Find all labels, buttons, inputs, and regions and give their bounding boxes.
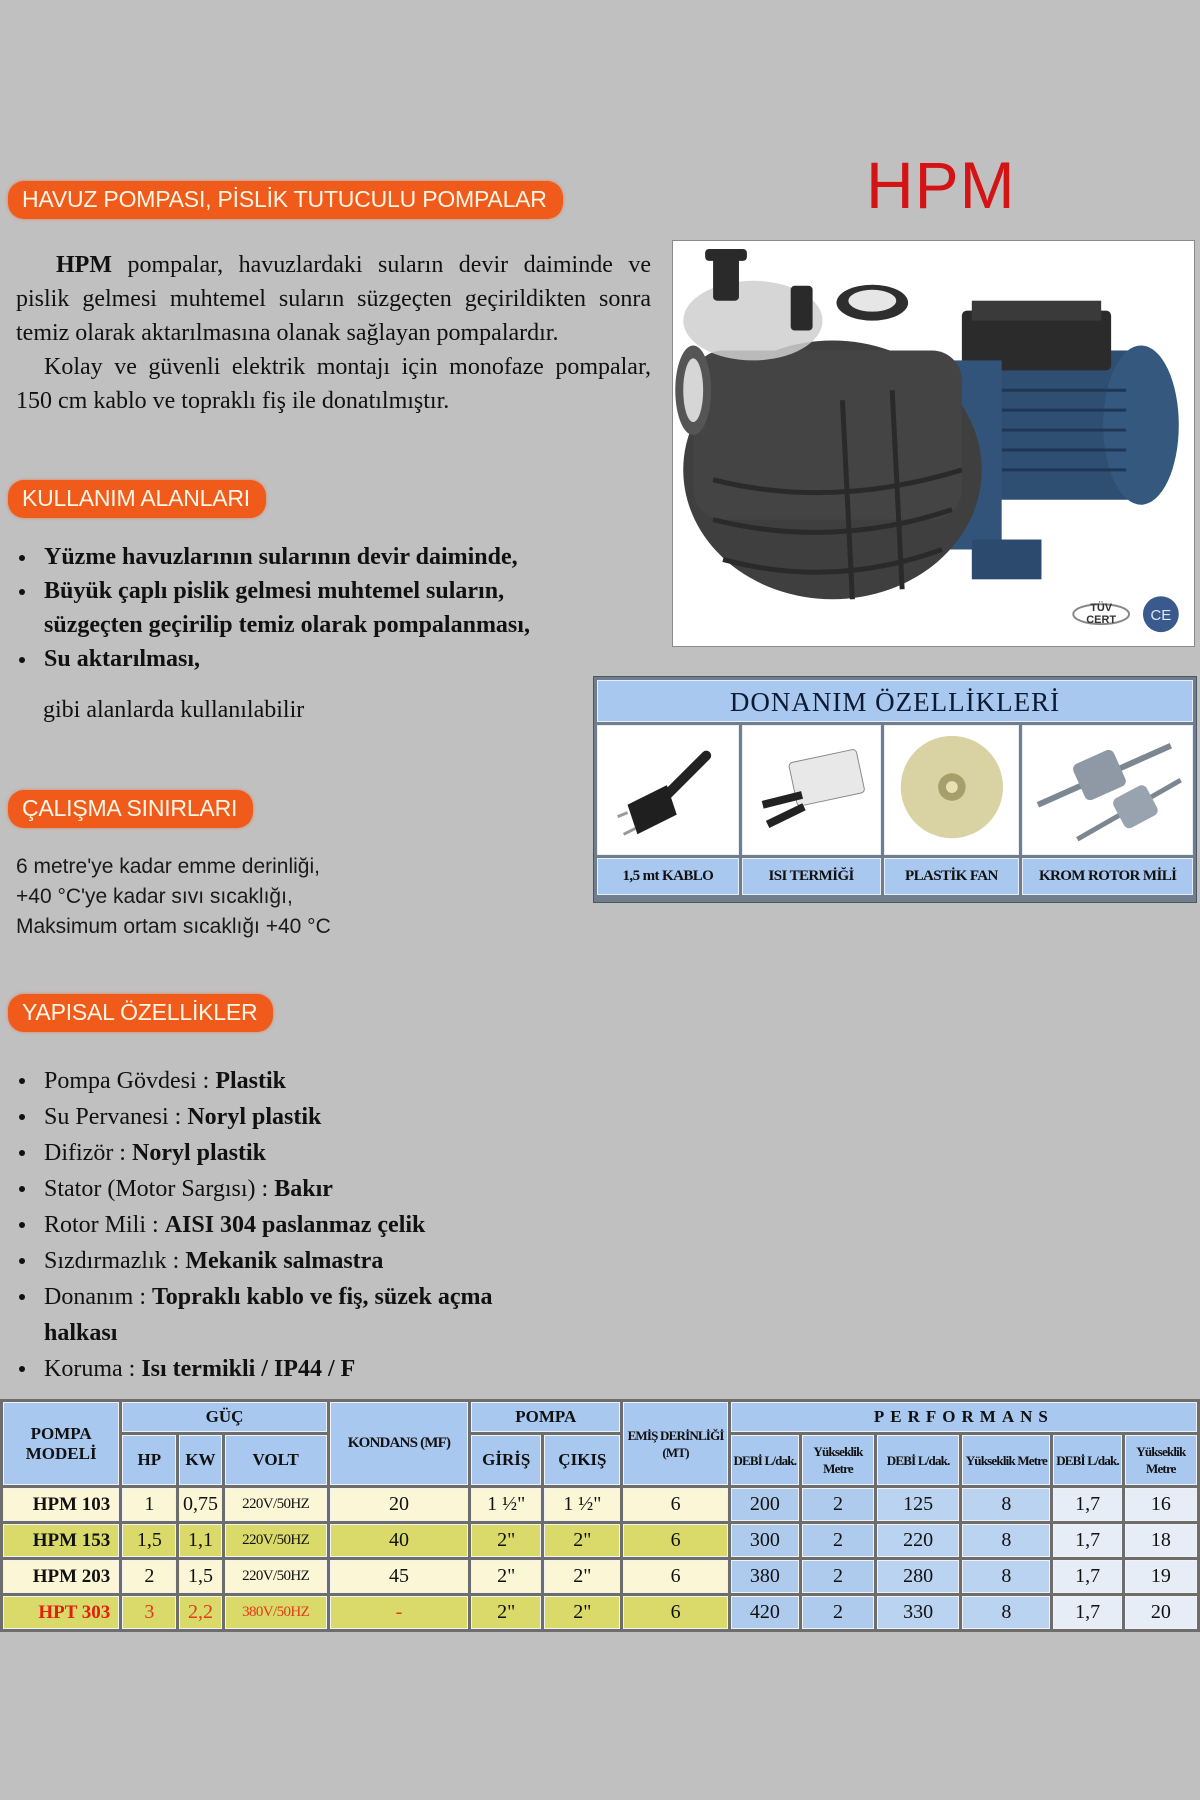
cell-flow-2: 220 [877, 1524, 959, 1557]
cell-kw: 0,75 [179, 1488, 221, 1521]
spec-value: Noryl plastik [131, 1140, 266, 1166]
pool-pump-image [673, 241, 1194, 646]
cell-flow-1: 300 [731, 1524, 799, 1557]
power-plug-icon [597, 725, 739, 855]
spec-value: Mekanik salmastra [185, 1248, 384, 1274]
spec-value: AISI 304 paslanmaz çelik [164, 1212, 426, 1238]
limits-text [16, 852, 331, 942]
header-suction: EMİŞ DERİNLİĞİ (MT) [623, 1402, 727, 1485]
spec-label: Donanım : [44, 1284, 152, 1310]
header-head-2: Yükseklik Metre [962, 1435, 1050, 1485]
cell-head-3: 20 [1125, 1596, 1197, 1629]
equipment-label: KROM ROTOR MİLİ [1022, 858, 1193, 895]
usage-item: Su aktarılması, [16, 642, 616, 676]
spec-value: Isı termikli / IP44 / F [141, 1356, 356, 1382]
cell-kw: 1,5 [179, 1560, 221, 1593]
cell-head-1: 2 [802, 1560, 874, 1593]
svg-text:CE: CE [1150, 607, 1172, 625]
equipment-title: DONANIM ÖZELLİKLERİ [597, 680, 1193, 722]
cell-flow-2: 330 [877, 1596, 959, 1629]
header-model: POMPA MODELİ [3, 1402, 119, 1485]
cell-head-2: 8 [962, 1560, 1050, 1593]
section-heading-main: HAVUZ POMPASI, PİSLİK TUTUCULU POMPALAR [8, 181, 563, 219]
spec-label: Rotor Mili : [44, 1212, 165, 1238]
spec-label: Sızdırmazlık : [44, 1248, 186, 1274]
spec-item [16, 1207, 516, 1243]
cell-inlet: 2" [471, 1524, 541, 1557]
cell-suction: 6 [623, 1524, 727, 1557]
cell-model: HPM 103 [3, 1488, 119, 1521]
spec-value: Plastik [215, 1068, 287, 1094]
equipment-item [884, 725, 1020, 895]
cell-head-3: 19 [1125, 1560, 1197, 1593]
spec-item [16, 1243, 516, 1279]
cell-head-1: 2 [802, 1596, 874, 1629]
table-row [3, 1560, 1197, 1593]
cell-outlet: 2" [544, 1596, 620, 1629]
cell-flow-2: 280 [877, 1560, 959, 1593]
table-row [3, 1596, 1197, 1629]
equipment-item [742, 725, 881, 895]
cell-suction: 6 [623, 1596, 727, 1629]
cell-suction: 6 [623, 1560, 727, 1593]
cell-model: HPT 303 [3, 1596, 119, 1629]
svg-text:CERT: CERT [1086, 614, 1117, 627]
cell-flow-1: 380 [731, 1560, 799, 1593]
section-heading-usage: KULLANIM ALANLARI [8, 480, 266, 518]
spec-item [16, 1063, 516, 1099]
plastic-fan-icon [884, 725, 1020, 855]
spec-label: Stator (Motor Sargısı) : [44, 1176, 275, 1202]
usage-item: Yüzme havuzlarının sularının devir daiminde, [16, 540, 616, 574]
section-heading-specs: YAPISAL ÖZELLİKLER [8, 994, 273, 1032]
limit-line: 6 metre'ye kadar emme derinliği, [16, 855, 320, 878]
spec-value: Noryl plastik [187, 1104, 322, 1130]
limit-line: +40 °C'ye kadar sıvı sıcaklığı, [16, 885, 293, 908]
cell-volt: 380V/50HZ [225, 1596, 327, 1629]
spec-value: Topraklı kablo ve fiş, süzek açma halkası [44, 1284, 493, 1346]
usage-item: Büyük çaplı pislik gelmesi muhtemel suların, süzgeçten geçirilip temiz olarak pompalanması, [16, 574, 596, 642]
header-head-1: Yükseklik Metre [802, 1435, 874, 1485]
equipment-item [1022, 725, 1193, 895]
tuv-cert-badge [1073, 601, 1129, 626]
header-power: GÜÇ [122, 1402, 327, 1432]
cell-flow-3: 1,7 [1053, 1524, 1121, 1557]
cell-flow-1: 200 [731, 1488, 799, 1521]
header-outlet: ÇIKIŞ [544, 1435, 620, 1485]
cell-hp: 3 [122, 1596, 176, 1629]
specs-list [16, 1063, 516, 1387]
equipment-features-panel [593, 676, 1197, 903]
cell-flow-3: 1,7 [1053, 1560, 1121, 1593]
brand-title: HPM [866, 148, 1016, 222]
svg-text:TÜV: TÜV [1090, 602, 1113, 615]
header-hp: HP [122, 1435, 176, 1485]
header-performance: PERFORMANS [731, 1402, 1197, 1432]
cell-suction: 6 [623, 1488, 727, 1521]
spec-label: Su Pervanesi : [44, 1104, 188, 1130]
cell-kw: 2,2 [179, 1596, 221, 1629]
spec-item [16, 1099, 516, 1135]
rotor-shaft-icon [1022, 725, 1193, 855]
cell-inlet: 1 ½" [471, 1488, 541, 1521]
cell-head-3: 18 [1125, 1524, 1197, 1557]
usage-tail-text: gibi alanlarda kullanılabilir [43, 697, 305, 723]
cell-flow-1: 420 [731, 1596, 799, 1629]
cell-model: HPM 203 [3, 1560, 119, 1593]
header-capacitor: KONDANS (MF) [330, 1402, 468, 1485]
equipment-label: ISI TERMİĞİ [742, 858, 881, 895]
spec-value: Bakır [274, 1176, 333, 1202]
intro-paragraph-1 [16, 248, 651, 350]
header-volt: VOLT [225, 1435, 327, 1485]
spec-label: Difizör : [44, 1140, 132, 1166]
cell-inlet: 2" [471, 1596, 541, 1629]
header-pump: POMPA [471, 1402, 620, 1432]
spec-item [16, 1351, 516, 1387]
cell-capacitor: 45 [330, 1560, 468, 1593]
usage-list [16, 540, 616, 676]
cell-volt: 220V/50HZ [225, 1524, 327, 1557]
header-flow-2: DEBİ L/dak. [877, 1435, 959, 1485]
header-flow-1: DEBİ L/dak. [731, 1435, 799, 1485]
cell-flow-3: 1,7 [1053, 1488, 1121, 1521]
intro-text [16, 248, 651, 418]
equipment-label: PLASTİK FAN [884, 858, 1020, 895]
intro-brand-bold: HPM [56, 252, 112, 278]
cell-flow-3: 1,7 [1053, 1596, 1121, 1629]
cell-volt: 220V/50HZ [225, 1488, 327, 1521]
cell-inlet: 2" [471, 1560, 541, 1593]
header-flow-3: DEBİ L/dak. [1053, 1435, 1121, 1485]
spec-item [16, 1135, 516, 1171]
cell-model: HPM 153 [3, 1524, 119, 1557]
cell-head-2: 8 [962, 1596, 1050, 1629]
cell-hp: 2 [122, 1560, 176, 1593]
thermal-switch-icon [742, 725, 881, 855]
cell-flow-2: 125 [877, 1488, 959, 1521]
spec-item [16, 1279, 496, 1351]
cell-outlet: 1 ½" [544, 1488, 620, 1521]
intro-paragraph-1-text: pompalar, havuzlardaki suların devir daiminde ve pislik gelmesi muhtemel suların süzgeçten geçirildikten sonra temiz olarak aktarılmasına olanak sağlayan pompalardır. [16, 252, 651, 346]
header-inlet: GİRİŞ [471, 1435, 541, 1485]
cell-kw: 1,1 [179, 1524, 221, 1557]
table-row [3, 1488, 1197, 1521]
cell-capacitor: 40 [330, 1524, 468, 1557]
spec-item [16, 1171, 516, 1207]
section-heading-limits: ÇALIŞMA SINIRLARI [8, 790, 253, 828]
cell-head-3: 16 [1125, 1488, 1197, 1521]
pump-spec-table [0, 1399, 1200, 1632]
limit-line: Maksimum ortam sıcaklığı +40 °C [16, 915, 331, 938]
cell-volt: 220V/50HZ [225, 1560, 327, 1593]
cell-capacitor: - [330, 1596, 468, 1629]
table-row [3, 1524, 1197, 1557]
spec-label: Pompa Gövdesi : [44, 1068, 216, 1094]
equipment-item [597, 725, 739, 895]
header-kw: KW [179, 1435, 221, 1485]
cell-hp: 1 [122, 1488, 176, 1521]
cell-head-2: 8 [962, 1488, 1050, 1521]
intro-paragraph-2: Kolay ve güvenli elektrik montajı için monofaze pompalar, 150 cm kablo ve topraklı fiş ile donatılmıştır. [16, 354, 651, 414]
cell-outlet: 2" [544, 1524, 620, 1557]
cell-head-1: 2 [802, 1488, 874, 1521]
spec-label: Koruma : [44, 1356, 142, 1382]
product-photo [672, 240, 1195, 647]
cell-head-1: 2 [802, 1524, 874, 1557]
cell-outlet: 2" [544, 1560, 620, 1593]
equipment-label: 1,5 mt KABLO [597, 858, 739, 895]
ce-badge [1143, 596, 1179, 632]
cell-head-2: 8 [962, 1524, 1050, 1557]
cell-capacitor: 20 [330, 1488, 468, 1521]
cell-hp: 1,5 [122, 1524, 176, 1557]
header-head-3: Yükseklik Metre [1125, 1435, 1197, 1485]
